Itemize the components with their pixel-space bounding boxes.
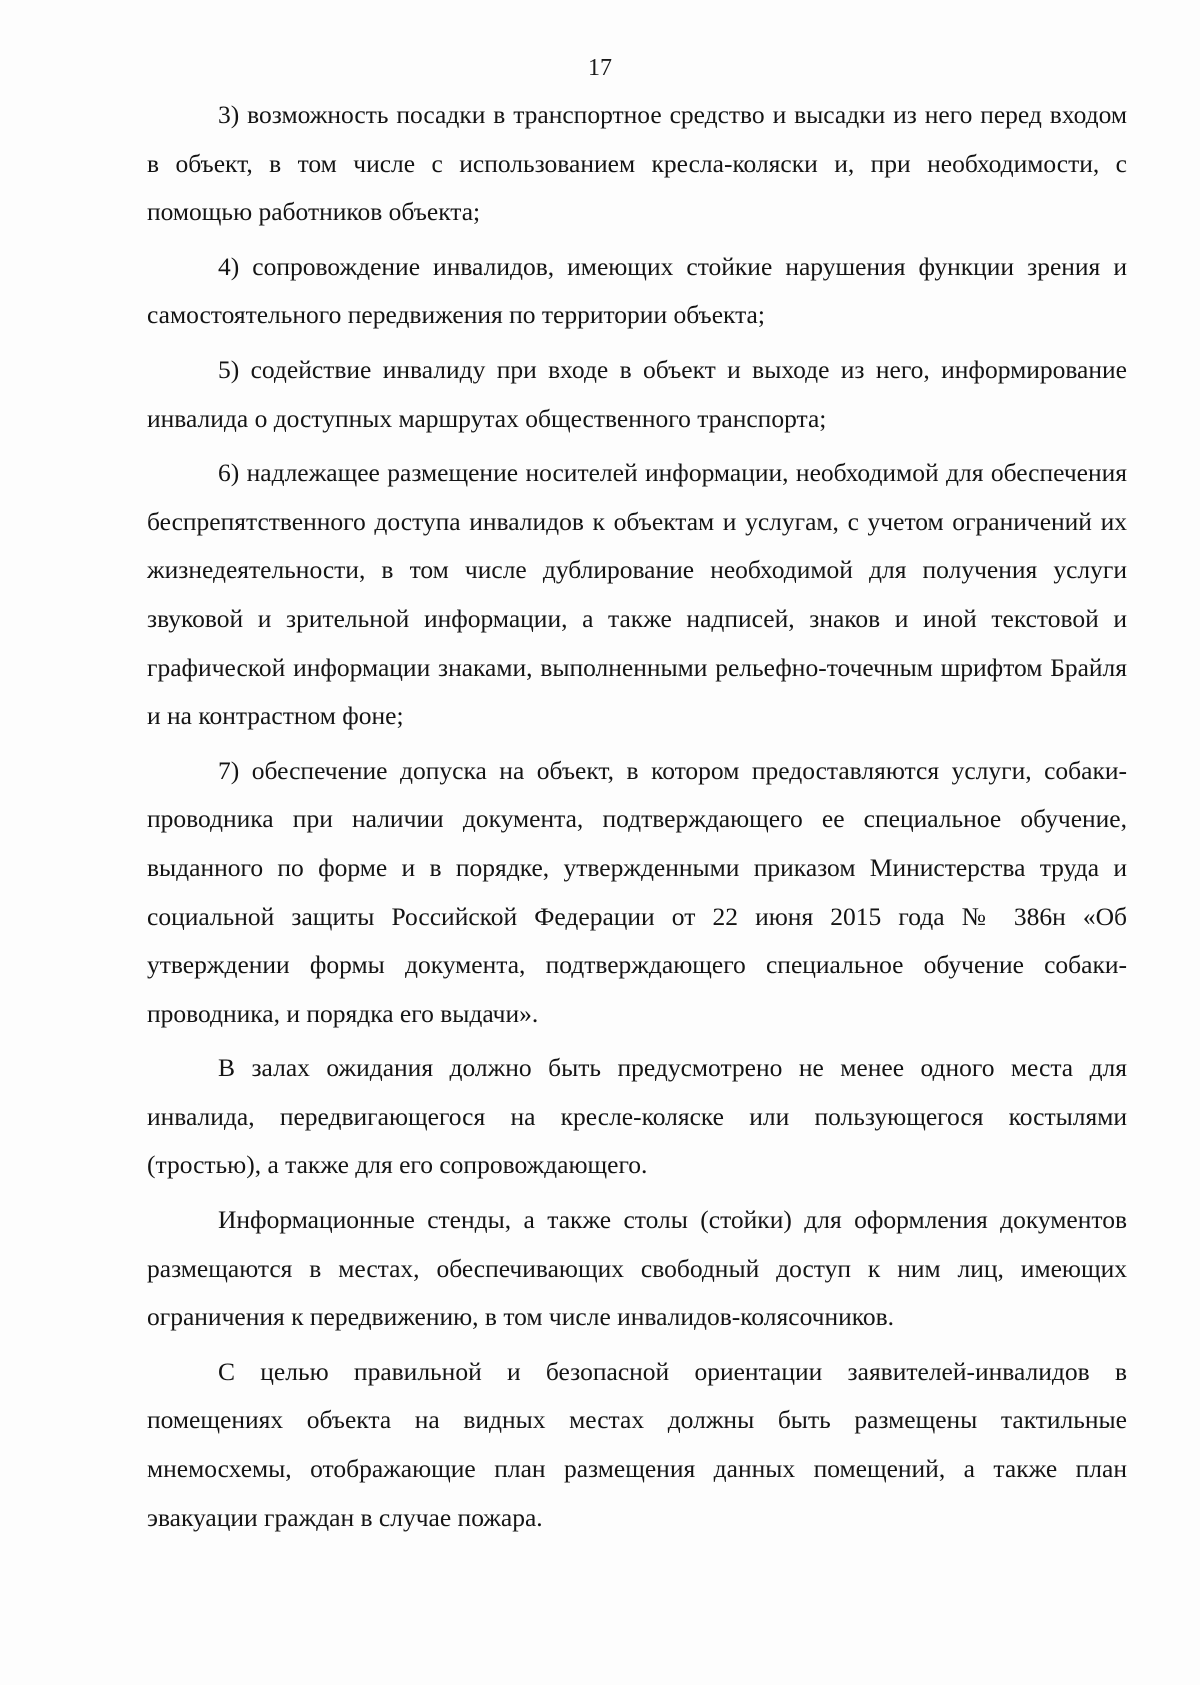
page-number: 17 bbox=[588, 55, 612, 81]
document-body bbox=[147, 91, 1127, 1542]
list-item-7: 7) обеспечение допуска на объект, в котором предоставляются услуги, собаки-проводника при наличии документа, подтверждающего ее специальное обучение, выданного по форме и в порядке, утвержденными приказом Министерства труда и социальной защиты Российской Федерации от 22 июня 2015 года № 386н «Об утверждении формы документа, подтверждающего специальное обучение собаки-проводника, и порядка его выдачи». bbox=[147, 755, 1127, 1028]
paragraph-waiting-rooms: В залах ожидания должно быть предусмотрено не менее одного места для инвалида, передвигающегося на кресле-коляске или пользующегося костылями (тростью), а также для его сопровождающего. bbox=[147, 1053, 1127, 1180]
list-item-3: 3) возможность посадки в транспортное средство и высадки из него перед входом в объект, в том числе с использованием кресла-коляски и, при необходимости, с помощью работников объекта; bbox=[147, 100, 1127, 227]
list-item-5: 5) содействие инвалиду при входе в объект и выходе из него, информирование инвалида о доступных маршрутах общественного транспорта; bbox=[147, 354, 1127, 433]
paragraph-tactile-schemes: С целью правильной и безопасной ориентации заявителей-инвалидов в помещениях объекта на видных местах должны быть размещены тактильные мнемосхемы, отображающие план размещения данных помещений, а также план эвакуации граждан в случае пожара. bbox=[147, 1356, 1127, 1532]
list-item-4: 4) сопровождение инвалидов, имеющих стойкие нарушения функции зрения и самостоятельного передвижения по территории объекта; bbox=[147, 251, 1127, 330]
paragraph-information-stands: Информационные стенды, а также столы (стойки) для оформления документов размещаются в местах, обеспечивающих свободный доступ к ним лиц, имеющих ограничения к передвижению, в том числе инвалидов-колясочников. bbox=[147, 1205, 1127, 1332]
list-item-6: 6) надлежащее размещение носителей информации, необходимой для обеспечения беспрепятственного доступа инвалидов к объектам и услугам, с учетом ограничений их жизнедеятельности, в том числе дублирование необходимой для получения услуги звуковой и зрительной информации, а также надписей, знаков и иной текстовой и графической информации знаками, выполненными рельефно-точечным шрифтом Брайля и на контрастном фоне; bbox=[147, 458, 1127, 731]
